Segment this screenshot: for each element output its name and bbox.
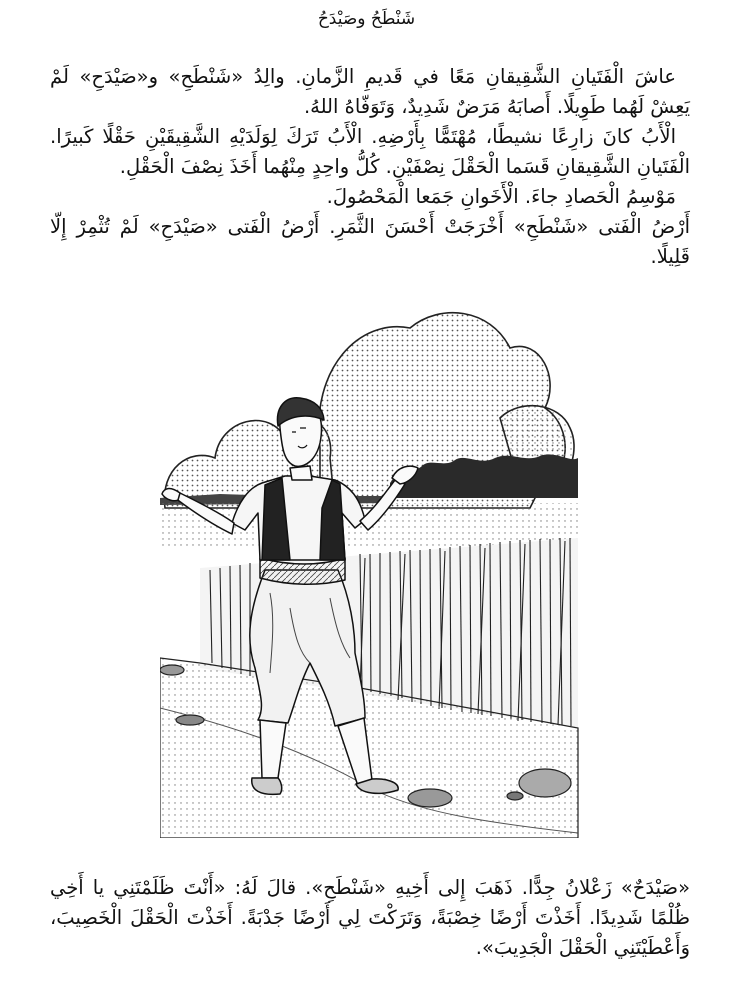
farmer-in-field-illustration	[160, 308, 580, 838]
paragraph-1: عاشَ الْفَتَيانِ الشَّقِيقانِ مَعًا في قَديمِ الزَّمانِ. والِدُ «شَنْطَحِ» و«صَيْدَحِ» لَمْ يَعِشْ لَهُما طَوِيلًا. أَصابَهُ مَرَضٌ شَدِيدٌ، وَتَوَفّاهُ اللهُ.	[50, 65, 690, 118]
paragraph-5: «صَيْدَحٌ» زَعْلانُ جِدًّا. ذَهَبَ إِلى أَخِيهِ «شَنْطَحِ». قالَ لَهُ: «أَنْتَ ظَلَمْتَنِي يا أَخِي ظُلْمًا شَدِيدًا. أَخَذْتَ أَرْضًا خِصْبَةً، وَتَرَكْتَ لِي أَرْضًا جَدْبَةً. أَخَذْتَ الْحَقْلَ الْخَصِيبَ، وَأَعْطَيْتَنِي الْحَقْلَ الْجَدِيبَ».	[50, 876, 690, 959]
story-bottom-text	[50, 873, 690, 963]
story-top-text	[50, 62, 690, 272]
paragraph-2: الْأَبُ كانَ زارِعًا نشيطًا، مُهْتَمًّا بِأَرْضِهِ. الْأَبُ تَرَكَ لِوَلَدَيْهِ الشَّقِيقَيْنِ حَقْلًا كَبيرًا. الْفَتَيانِ الشَّقِيقانِ قَسَما الْحَقْلَ نِصْفَيْنِ. كُلُّ واحِدٍ مِنْهُما أَخَذَ نِصْفَ الْحَقْلِ.	[50, 125, 690, 178]
paragraph-4: أَرْضُ الْفَتى «شَنْطَحِ» أَخْرَجَتْ أَحْسَنَ الثَّمَرِ. أَرْضُ الْفَتى «صَيْدَحِ» لَمْ تُثْمِرْ إِلّا قَلِيلًا.	[50, 215, 690, 268]
paragraph-3: مَوْسِمُ الْحَصادِ جاءَ. الْأَخَوانِ جَمَعا الْمَحْصُولَ.	[326, 185, 676, 208]
story-title: شَنْطَحُ وصَيْدَحُ	[317, 9, 416, 29]
